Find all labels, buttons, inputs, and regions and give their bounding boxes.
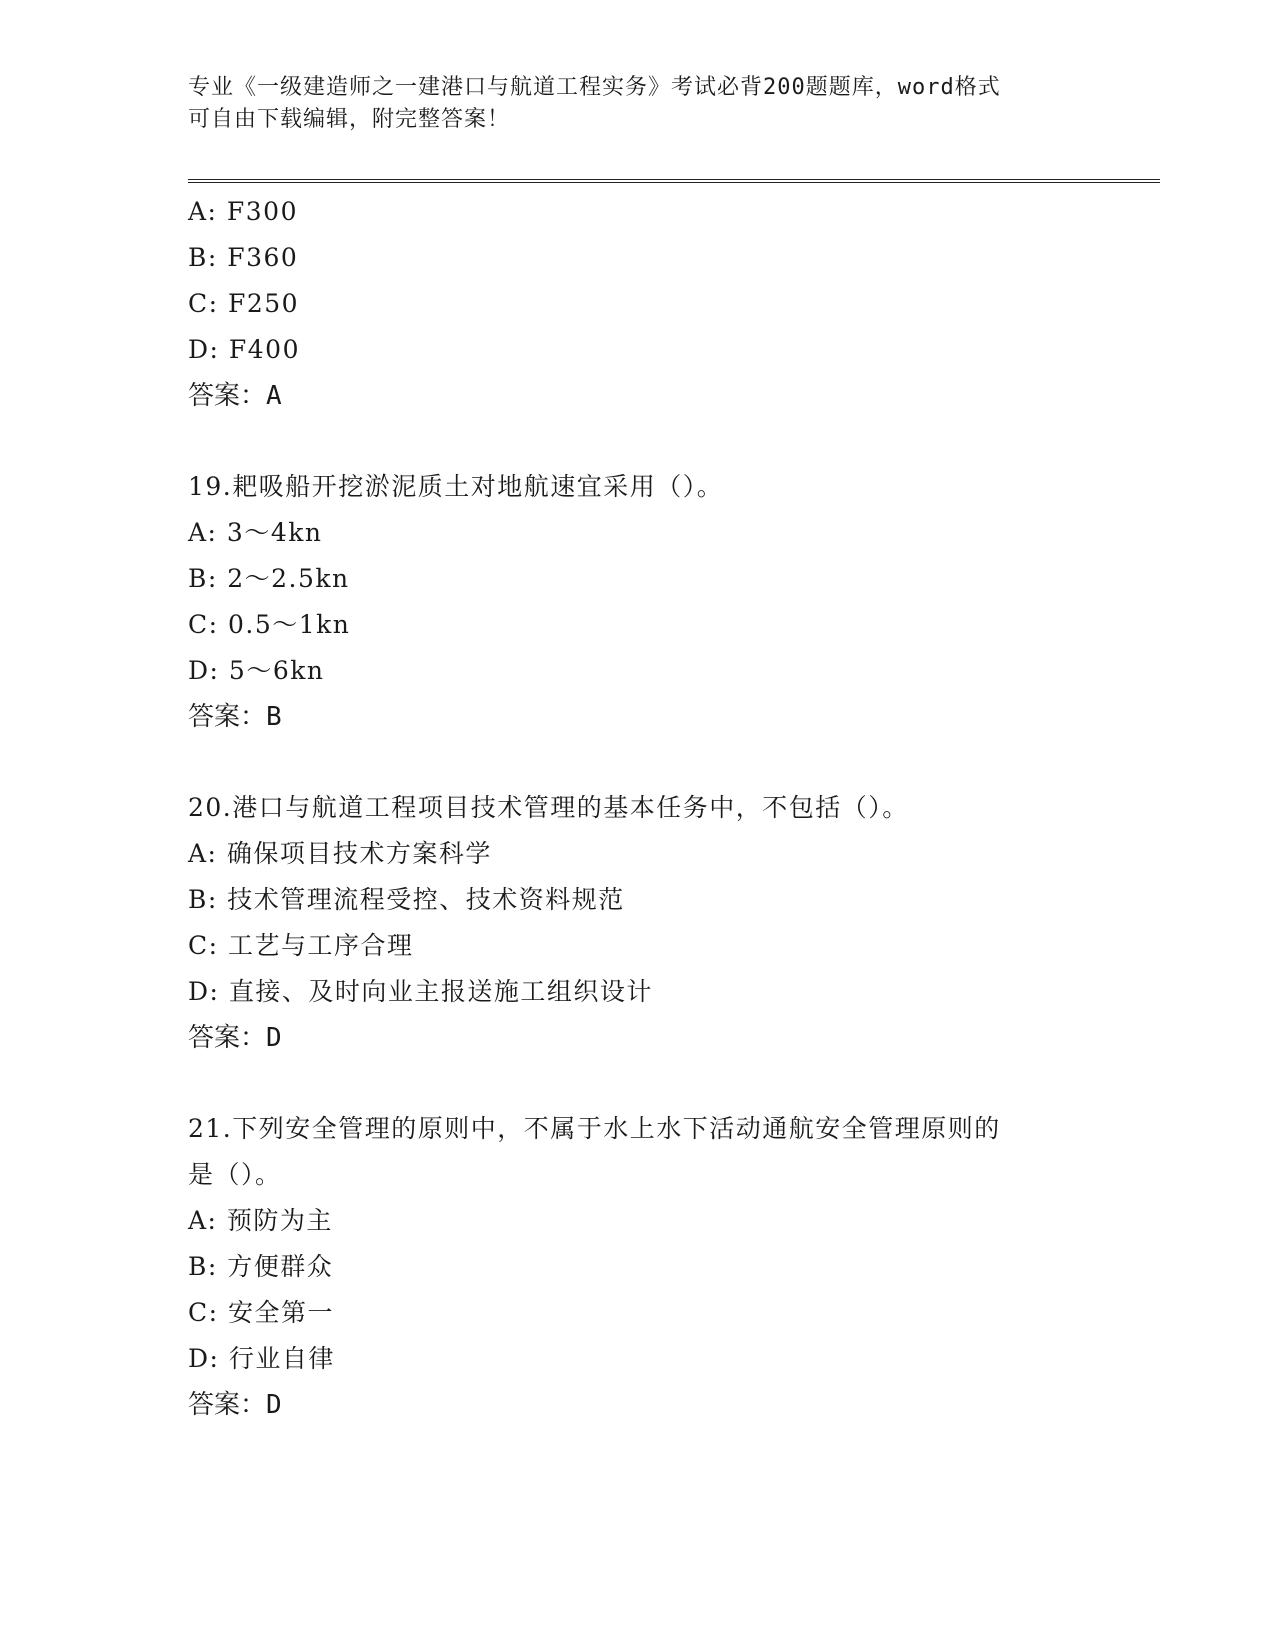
question-19 — [188, 464, 1088, 740]
option-a: A: 预防为主 — [188, 1206, 333, 1235]
option-d: D: F400 — [188, 335, 300, 364]
header-title-line-1: 专业《一级建造师之一建港口与航道工程实务》考试必背200题题库，word格式 — [188, 75, 1001, 100]
option-c: C: 工艺与工序合理 — [188, 931, 414, 960]
question-21 — [188, 1106, 1088, 1428]
option-b: B: 技术管理流程受控、技术资料规范 — [188, 885, 625, 914]
answer-line: 答案：D — [188, 1023, 282, 1053]
option-c: C: 0.5～1kn — [188, 610, 351, 639]
option-b: B: F360 — [188, 243, 299, 272]
header-title-line-2: 可自由下载编辑，附完整答案！ — [188, 107, 511, 132]
answer-line: 答案：B — [188, 702, 282, 732]
option-a: A: 确保项目技术方案科学 — [188, 839, 492, 868]
option-a: A: 3～4kn — [188, 518, 323, 547]
option-a: A: F300 — [188, 197, 298, 226]
option-b: B: 方便群众 — [188, 1252, 334, 1281]
question-text-line-1: 21.下列安全管理的原则中，不属于水上水下活动通航安全管理原则的 — [188, 1114, 1001, 1143]
question-18-continued — [188, 189, 1088, 419]
question-text: 20.港口与航道工程项目技术管理的基本任务中，不包括（）。 — [188, 793, 909, 822]
option-b: B: 2～2.5kn — [188, 564, 350, 593]
option-d: D: 直接、及时向业主报送施工组织设计 — [188, 977, 653, 1006]
option-d: D: 行业自律 — [188, 1344, 335, 1373]
option-d: D: 5～6kn — [188, 656, 325, 685]
option-c: C: 安全第一 — [188, 1298, 334, 1327]
question-text: 19.耙吸船开挖淤泥质土对地航速宜采用（）。 — [188, 472, 724, 501]
option-c: C: F250 — [188, 289, 300, 318]
answer-line: 答案：A — [188, 381, 282, 411]
question-text-line-2: 是（）。 — [188, 1160, 282, 1189]
document-header — [188, 72, 1068, 136]
question-list — [188, 189, 1088, 1428]
question-20 — [188, 785, 1088, 1061]
header-divider — [188, 179, 1160, 183]
answer-line: 答案：D — [188, 1390, 282, 1420]
